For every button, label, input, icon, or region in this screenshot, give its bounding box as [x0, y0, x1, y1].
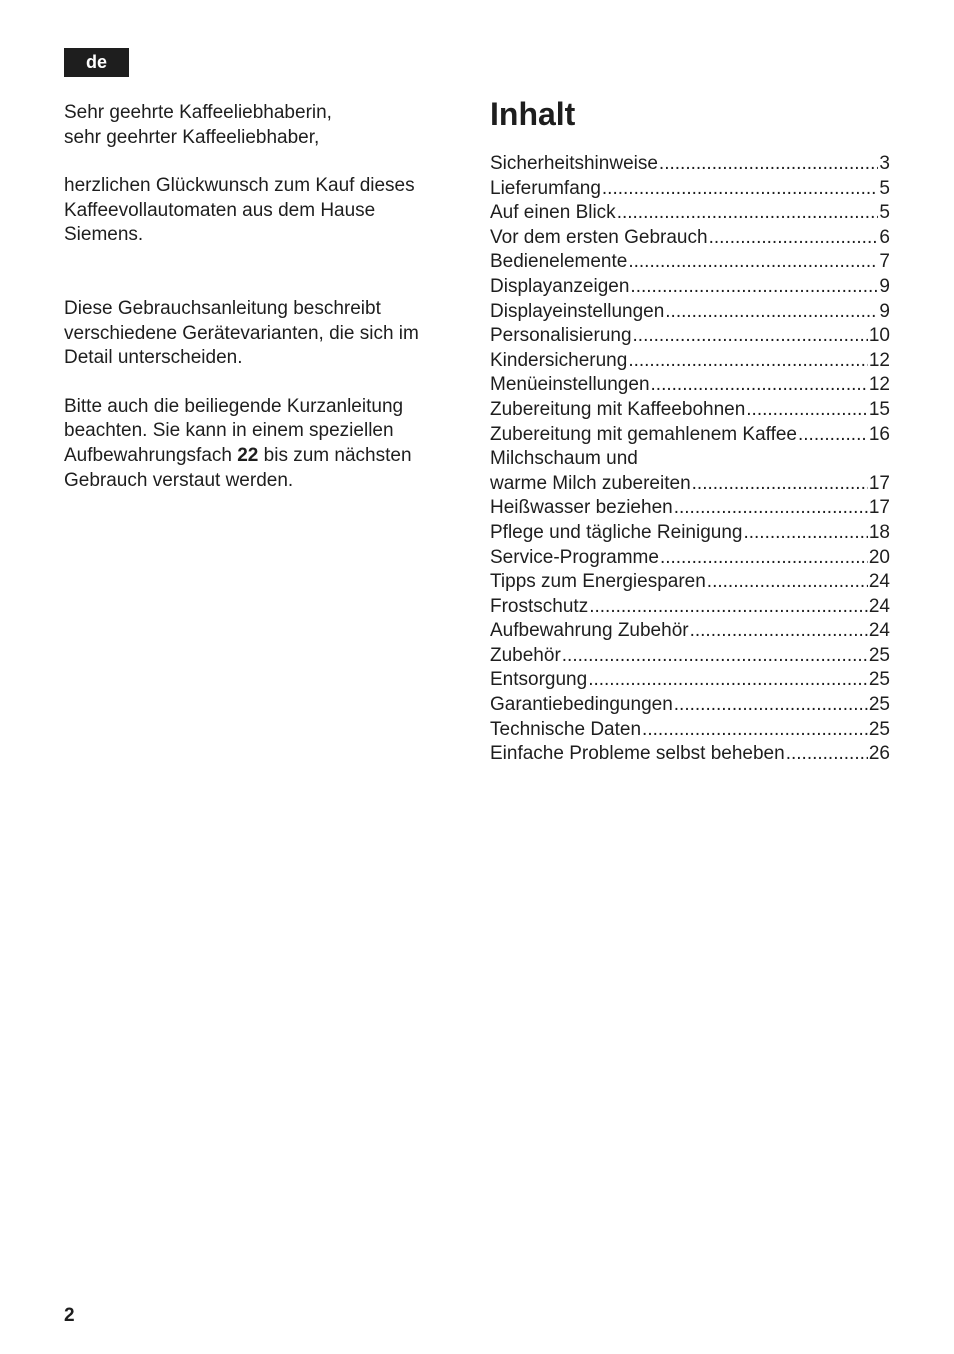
page-number: 2 [64, 1305, 75, 1326]
text-line: Siemens. [64, 224, 144, 246]
toc-item[interactable] [490, 668, 890, 693]
text-line: Kaffeevollautomaten aus dem Hause [64, 199, 376, 221]
toc-leader [589, 595, 868, 620]
toc-item[interactable] [490, 718, 890, 743]
toc-item-label: Menüeinstellungen [490, 374, 650, 396]
toc-leader [562, 644, 868, 669]
text-line: bis zum nächsten [258, 444, 412, 466]
toc-item-page: 12 [868, 374, 890, 396]
toc-item-page: 24 [868, 595, 890, 617]
toc-item-label: Pflege und tägliche Reinigung [490, 521, 743, 543]
short-guide-paragraph [64, 395, 464, 493]
congratulation-paragraph [64, 174, 464, 248]
toc-item-page: 7 [879, 251, 890, 273]
toc-item[interactable] [490, 177, 890, 202]
toc-item-label: warme Milch zubereiten [490, 472, 691, 494]
toc-item[interactable] [490, 324, 890, 349]
toc-item-label: Service-Programme [490, 546, 659, 568]
toc-leader [659, 152, 879, 177]
toc-item-page: 5 [879, 202, 890, 224]
toc-list [490, 152, 890, 767]
toc-leader [630, 275, 878, 300]
toc-item-label: Displayeinstellungen [490, 300, 665, 322]
toc-item-page: 12 [868, 349, 890, 371]
toc-leader [660, 546, 868, 571]
toc-item[interactable] [490, 644, 890, 669]
salutation-line: sehr geehrter Kaffeeliebhaber, [64, 126, 320, 148]
toc-item[interactable] [490, 152, 890, 177]
toc-item-label: Sicherheitshinweise [490, 153, 658, 174]
toc-item-label: Garantiebedingungen [490, 694, 673, 716]
text-line: Diese Gebrauchsanleitung beschreibt [64, 297, 381, 319]
toc-leader [692, 472, 868, 497]
toc-item-page: 18 [868, 521, 890, 543]
toc-item-label: Kindersicherung [490, 349, 628, 371]
toc-leader [665, 300, 878, 325]
toc-item-page: 20 [868, 546, 890, 568]
toc-item[interactable] [490, 398, 890, 423]
toc-leader [602, 177, 879, 202]
toc-item[interactable] [490, 742, 890, 767]
toc-item-prefix-line[interactable] [490, 447, 890, 472]
toc-title: Inhalt [490, 96, 576, 132]
toc-item-page: 6 [879, 226, 890, 248]
text-line: beachten. Sie kann in einem speziellen [64, 420, 394, 442]
toc-item-page: 25 [868, 644, 890, 666]
toc-leader [709, 226, 879, 251]
toc-item-page: 9 [879, 275, 890, 297]
toc-item-page: 9 [879, 300, 890, 322]
toc-item[interactable] [490, 373, 890, 398]
toc-item-label: Frostschutz [490, 595, 589, 617]
toc-item-page: 17 [868, 472, 890, 494]
toc-item-label: Vor dem ersten Gebrauch [490, 226, 708, 248]
toc-item-label: Entsorgung [490, 669, 588, 691]
text-line: Detail unterscheiden. [64, 347, 243, 369]
toc-item[interactable] [490, 423, 890, 448]
toc-item-label: Tipps zum Energiesparen [490, 571, 706, 593]
text-line: Bitte auch die beiliegende Kurzanleitung [64, 395, 404, 417]
toc-item-page: 26 [868, 743, 890, 765]
toc-item-page: 24 [868, 620, 890, 642]
toc-item[interactable] [490, 595, 890, 620]
text-line: Gebrauch verstaut werden. [64, 469, 294, 491]
toc-item-page: 3 [879, 153, 890, 174]
toc-item[interactable] [490, 693, 890, 718]
table-of-contents [490, 94, 890, 767]
toc-item-label: Auf einen Blick [490, 202, 616, 224]
toc-leader [628, 250, 878, 275]
toc-item-page: 16 [868, 423, 890, 445]
toc-item-page: 25 [868, 718, 890, 740]
toc-item-page: 10 [868, 325, 890, 347]
toc-leader [798, 423, 868, 448]
variants-paragraph [64, 297, 464, 371]
toc-leader [588, 668, 868, 693]
toc-leader [786, 742, 868, 767]
toc-leader [674, 496, 868, 521]
toc-item-label: Bedienelemente [490, 251, 628, 273]
text-line: verschiedene Gerätevarianten, die sich im [64, 322, 419, 344]
toc-item[interactable] [490, 300, 890, 325]
toc-item[interactable] [490, 521, 890, 546]
toc-leader [642, 718, 868, 743]
toc-item-label: Lieferumfang [490, 177, 601, 199]
toc-item-label: Zubereitung mit gemahlenem Kaffee [490, 423, 797, 445]
toc-item[interactable] [490, 472, 890, 497]
toc-item-label: Technische Daten [490, 718, 642, 740]
toc-item-label: Milchschaum und [490, 448, 638, 470]
toc-item[interactable] [490, 496, 890, 521]
compartment-number: 22 [237, 444, 259, 466]
toc-leader [707, 570, 868, 595]
toc-item-label: Displayanzeigen [490, 275, 630, 297]
toc-item-label: Heißwasser beziehen [490, 497, 673, 519]
toc-leader [746, 398, 868, 423]
toc-item[interactable] [490, 275, 890, 300]
toc-item-page: 24 [868, 571, 890, 593]
salutation [64, 101, 464, 150]
toc-item[interactable] [490, 201, 890, 226]
toc-item-page: 25 [868, 694, 890, 716]
toc-item-label: Zubehör [490, 644, 561, 666]
toc-leader [651, 373, 868, 398]
toc-item[interactable] [490, 570, 890, 595]
toc-leader [628, 349, 868, 374]
toc-item-page: 15 [868, 398, 890, 420]
toc-item[interactable] [490, 546, 890, 571]
toc-item[interactable] [490, 226, 890, 251]
toc-item-page: 17 [868, 497, 890, 519]
intro-column [64, 101, 464, 493]
toc-item-page: 5 [879, 177, 890, 199]
toc-item-label: Einfache Probleme selbst beheben [490, 743, 785, 765]
toc-item[interactable] [490, 250, 890, 275]
toc-leader [674, 693, 868, 718]
toc-item-page: 25 [868, 669, 890, 691]
toc-leader [690, 619, 868, 644]
language-badge: de [64, 48, 129, 77]
toc-item-label: Zubereitung mit Kaffeebohnen [490, 398, 746, 420]
toc-leader [633, 324, 868, 349]
toc-leader [617, 201, 879, 226]
toc-leader [743, 521, 867, 546]
toc-item-label: Personalisierung [490, 325, 632, 347]
toc-item[interactable] [490, 619, 890, 644]
text-line: Aufbewahrungsfach [64, 444, 238, 466]
toc-item[interactable] [490, 349, 890, 374]
salutation-line: Sehr geehrte Kaffeeliebhaberin, [64, 102, 332, 123]
toc-item-label: Aufbewahrung Zubehör [490, 620, 689, 642]
text-line: herzlichen Glückwunsch zum Kauf dieses [64, 175, 415, 197]
